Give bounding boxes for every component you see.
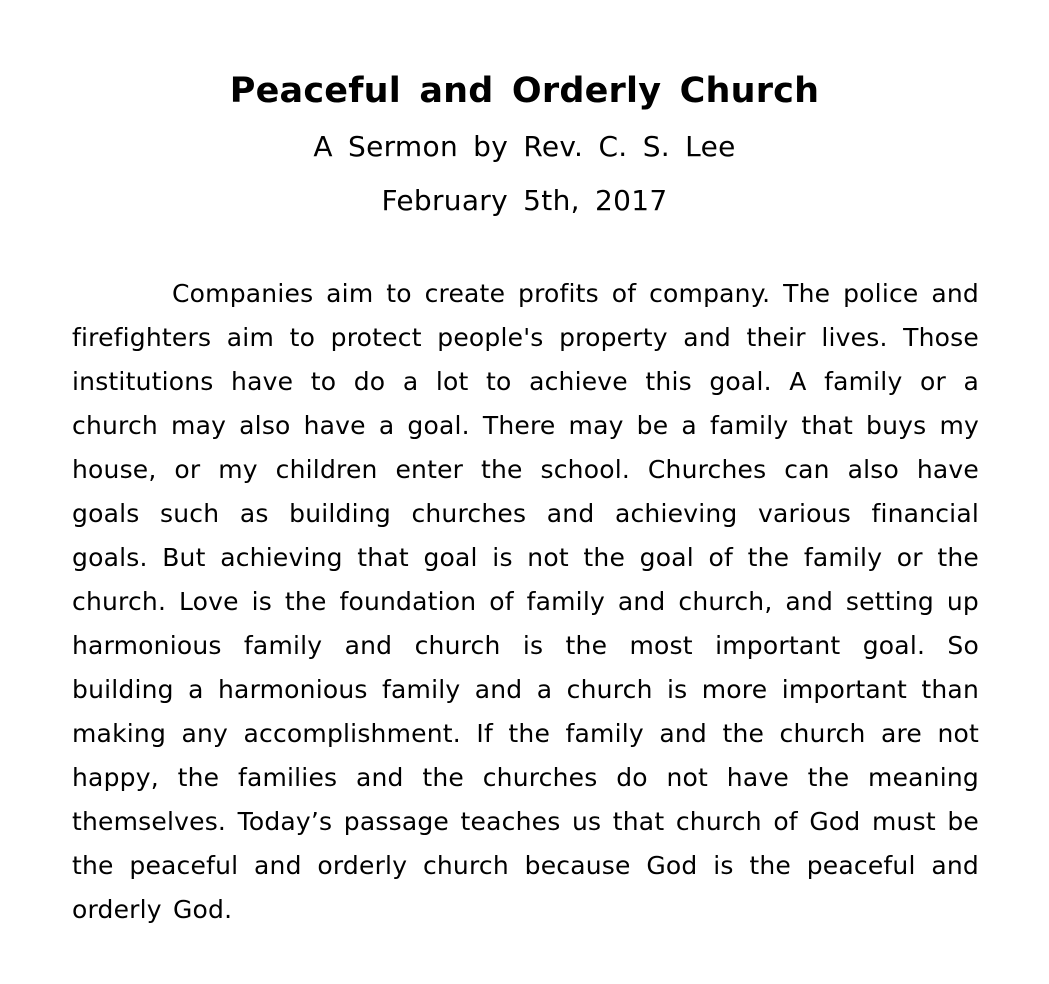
document-subtitle: A Sermon by Rev. C. S. Lee [313,130,736,163]
document-title: Peaceful and Orderly Church [229,71,820,111]
document-date: February 5th, 2017 [381,184,668,217]
sermon-paragraph: Companies aim to create profits of company. The police and firefighters aim to protect people's property and their lives. Those institutions have to do a lot to achieve this goal. A family or a church may also have a goal. There may be a family that buys my house, or my children enter the school. Churches can also have goals such as building churches and achieving various financial goals. But achieving that goal is not the goal of the family or the church. Love is the foundation of family and church, and setting up harmonious family and church is the most important goal. So building a harmonious family and a church is more important than making any accomplishment. If the family and the church are not happy, the families and the churches do not have the meaning themselves. Today’s passage teaches us that church of God must be the peaceful and orderly church because God is the peaceful and orderly God. [72,279,979,924]
